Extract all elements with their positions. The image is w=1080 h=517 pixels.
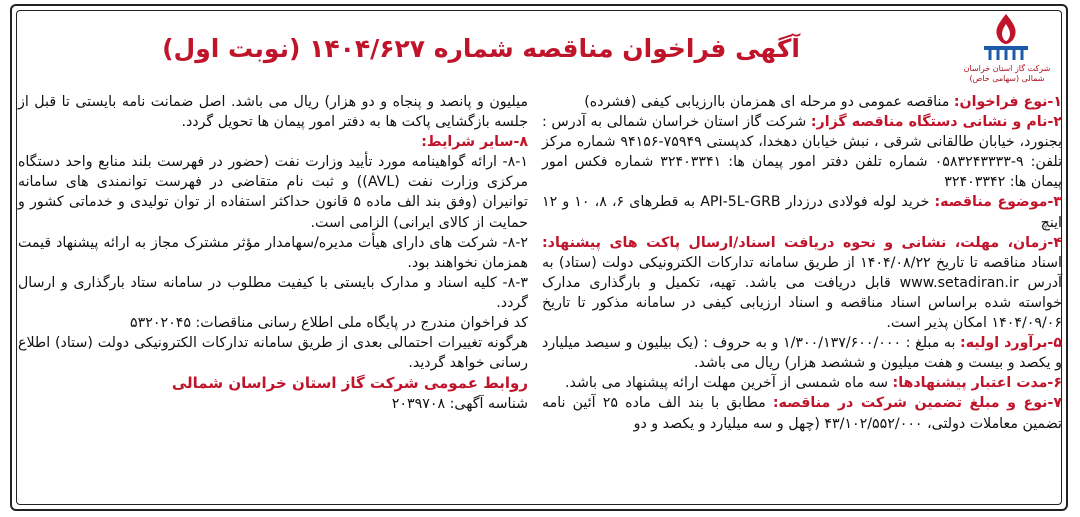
item-6-label: ۶-مدت اعتبار پیشنهادها: xyxy=(892,375,1062,392)
item-8 xyxy=(18,132,528,152)
item-2-text: شرکت گاز استان خراسان شمالی به آدرس : بجنورد، خیابان طالقانی شرقی ، نبش خیابان دهخدا، کدپستی ۷۵۹۴۹-۹۴۱۵۶ شماره مرکز تلفن: ۹-۰۵۸۳۲۴۳۳۳۳ شماره تلفن دفتر امور پیمان ها: ۳۲۴۰۳۳۴۱ شماره فکس امور پیمان ها: ۳۲۴۰۳۳۴۲ xyxy=(542,114,1063,191)
item-8-label: ۸-سایر شرایط: xyxy=(421,134,528,151)
item-7-text: مطابق با بند الف ماده ۲۵ آئین نامه تضمین معاملات دولتی، ۴۳/۱۰۲/۵۵۲/۰۰۰ (چهل و سه میلیارد و یکصد و دو xyxy=(542,395,1062,432)
item-2-label: ۲-نام و نشانی دستگاه مناقصه گزار: xyxy=(810,114,1063,131)
item-4-label: ۴-زمان، مهلت، نشانی و نحوه دریافت اسناد/ارسال پاکت های پیشنهاد: xyxy=(542,234,1062,251)
item-4-text-a: اسناد مناقصه تا تاریخ ۱۴۰۴/۰۸/۲۲ از طریق سامانه تدارکات الکترونیکی دولت (ستاد) به آدرس xyxy=(542,254,1063,291)
item-4-text-b: قابل دریافت می باشد. تهیه، تکمیل و بارگذاری مدارک خواسته شده براساس اسناد مناقصه و اسناد ارزیابی کیفی در سامانه مذکور تا تاریخ ۱۴۰۴/۰۹/۰۶ امکان پذیر است. xyxy=(542,274,1062,332)
item-5-label: ۵-برآورد اولیه: xyxy=(960,335,1062,352)
changes-note: هرگونه تغییرات احتمالی بعدی از طریق سامانه تدارکات الکترونیکی دولت (ستاد) اطلاع رسانی خواهد گردید. xyxy=(18,335,528,372)
pr-signature-text: روابط عمومی شرکت گاز استان خراسان شمالی xyxy=(171,374,528,393)
tender-code-note: کد فراخوان مندرج در پایگاه ملی اطلاع رسانی مناقصات: ۵۳۲۰۲۰۴۵ xyxy=(130,315,528,332)
item-8-2: ۸-۲- شرکت های دارای هیأت مدیره/سهامدار مؤثر مشترک مجاز به ارائه پیشنهاد قیمت همزمان نخواهند بود. xyxy=(18,234,528,271)
item-1-text: مناقصه عمومی دو مرحله ای همزمان باارزیابی کیفی (فشرده) xyxy=(584,94,954,110)
item-7 xyxy=(542,393,1062,433)
setad-url-link[interactable]: www.setadiran.ir xyxy=(899,274,1019,291)
logo-caption: شرکت گاز استان خراسان شمالی (سهامی خاص) xyxy=(963,64,1051,83)
item-5 xyxy=(542,333,1062,373)
item-8-3: ۸-۳- کلیه اسناد و مدارک بایستی با کیفیت مطلوب در سامانه ستاد بارگذاری و ارسال گردد. xyxy=(18,274,528,311)
item-7-label: ۷-نوع و مبلغ تضمین شرکت در مناقصه: xyxy=(772,395,1063,412)
item-3-text: خرید لوله فولادی درزدار API-5L-GRB به قطرهای ۶، ۸، ۱۰ و ۱۲ اینچ xyxy=(542,194,1062,231)
pr-signature xyxy=(18,373,528,394)
item-4 xyxy=(542,233,1062,333)
item-2 xyxy=(542,112,1062,192)
item-3-label: ۳-موضوع مناقصه: xyxy=(934,194,1063,211)
item-5-text: به مبلغ : ۱/۳۰۰/۱۳۷/۶۰۰/۰۰۰ و به حروف : (یک بیلیون و سیصد میلیارد و یکصد و بیست و هفت میلیون و ششصد هزار) ریال می باشد. xyxy=(542,335,1062,372)
notice-title: آگهی فراخوان مناقصه شماره ۱۴۰۴/۶۲۷ (نوبت اول) xyxy=(162,34,800,63)
item-8-1: ۸-۱- ارائه گواهینامه مورد تأیید وزارت نفت (حضور در فهرست بلند منابع واحد دستگاه مرکزی وزارت نفت (AVL)) و ثبت نام متقاضی در فهرست توانمندی های سامانه توانیران (وفق بند الف ماده ۵ قانون حداکثر استفاده از توان تولیدی و خدماتی کشور و حمایت از کالای ایرانی) الزامی است. xyxy=(18,154,528,231)
item-1 xyxy=(542,92,1062,112)
item-7-continuation: میلیون و پانصد و پنجاه و دو هزار) ریال می باشد. اصل ضمانت نامه بایستی تا قبل از جلسه بازگشایی پاکت ها به دفتر امور پیمان ها تحویل گردد. xyxy=(18,94,528,131)
item-3 xyxy=(542,192,1062,232)
item-6 xyxy=(542,373,1062,393)
ad-id: شناسه آگهی: ۲۰۳۹۷۰۸ xyxy=(391,396,528,413)
left-column xyxy=(18,92,528,415)
item-1-label: ۱-نوع فراخوان: xyxy=(953,94,1062,110)
right-column xyxy=(542,92,1062,434)
item-6-text: سه ماه شمسی از آخرین مهلت ارائه پیشنهاد می باشد. xyxy=(564,375,893,392)
notice-header xyxy=(0,30,1080,74)
